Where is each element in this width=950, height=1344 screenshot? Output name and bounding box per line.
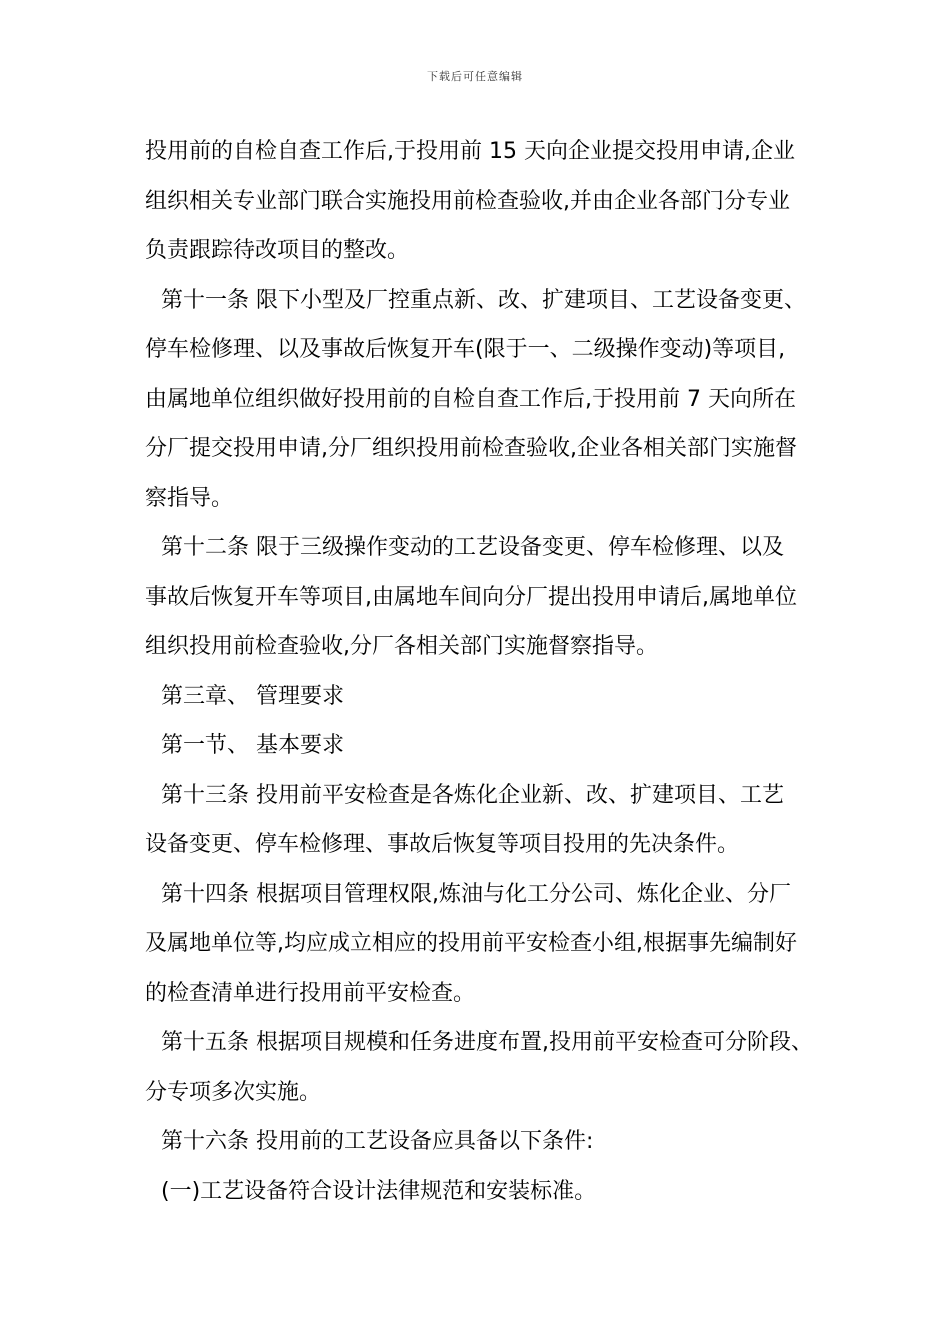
text-line: (一)工艺设备符合设计法律规范和安装标准。 — [161, 1178, 597, 1204]
text-line: 察指导。 — [145, 485, 234, 511]
text-line: 设备变更、停车检修理、事故后恢复等项目投用的先决条件。 — [145, 832, 740, 857]
text-line: 第十三条 投用前平安检查是各炼化企业新、改、扩建项目、工艺 — [161, 782, 784, 808]
text-line: 及属地单位等,均应成立相应的投用前平安检查小组,根据事先编制好 — [145, 931, 797, 956]
paragraph-item-1 — [145, 1167, 845, 1217]
text-line: 第三章、 管理要求 — [161, 683, 344, 709]
section-heading — [145, 721, 845, 771]
text-line: 组织相关专业部门联合实施投用前检查验收,并由企业各部门分专业 — [145, 188, 790, 214]
header-note: 下载后可任意编辑 — [427, 70, 523, 83]
paragraph-continuation — [145, 127, 845, 276]
paragraph-article-11 — [145, 276, 845, 524]
paragraph-article-12 — [145, 523, 845, 672]
text-line: 的检查清单进行投用前平安检查。 — [145, 980, 476, 1006]
text-line: 由属地单位组织做好投用前的自检自查工作后,于投用前 7 天向所在 — [145, 386, 796, 412]
paragraph-article-16 — [145, 1117, 845, 1167]
paragraph-article-15 — [145, 1018, 845, 1117]
text-line: 第一节、 基本要求 — [161, 733, 344, 758]
text-line: 第十六条 投用前的工艺设备应具备以下条件: — [161, 1129, 594, 1154]
paragraph-article-14 — [145, 870, 845, 1019]
document-body — [145, 127, 845, 1216]
text-line: 第十五条 根据项目规模和任务进度布置,投用前平安检查可分阶段、 — [161, 1030, 813, 1055]
text-line: 负责跟踪待改项目的整改。 — [145, 238, 410, 263]
text-line: 停车检修理、以及事故后恢复开车(限于一、二级操作变动)等项目, — [145, 337, 786, 362]
text-line: 投用前的自检自查工作后,于投用前 15 天向企业提交投用申请,企业 — [145, 139, 795, 164]
text-line: 第十二条 限于三级操作变动的工艺设备变更、停车检修理、以及 — [161, 535, 784, 560]
chapter-heading — [145, 672, 845, 722]
paragraph-article-13 — [145, 771, 845, 870]
text-line: 第十一条 限下小型及厂控重点新、改、扩建项目、工艺设备变更、 — [161, 287, 806, 313]
text-line: 事故后恢复开车等项目,由属地车间向分厂提出投用申请后,属地单位 — [145, 584, 797, 610]
text-line: 组织投用前检查验收,分厂各相关部门实施督察指导。 — [145, 634, 658, 659]
text-line: 第十四条 根据项目管理权限,炼油与化工分公司、炼化企业、分厂 — [161, 881, 791, 907]
text-line: 分专项多次实施。 — [145, 1079, 322, 1105]
text-line: 分厂提交投用申请,分厂组织投用前检查验收,企业各相关部门实施督 — [145, 436, 797, 461]
